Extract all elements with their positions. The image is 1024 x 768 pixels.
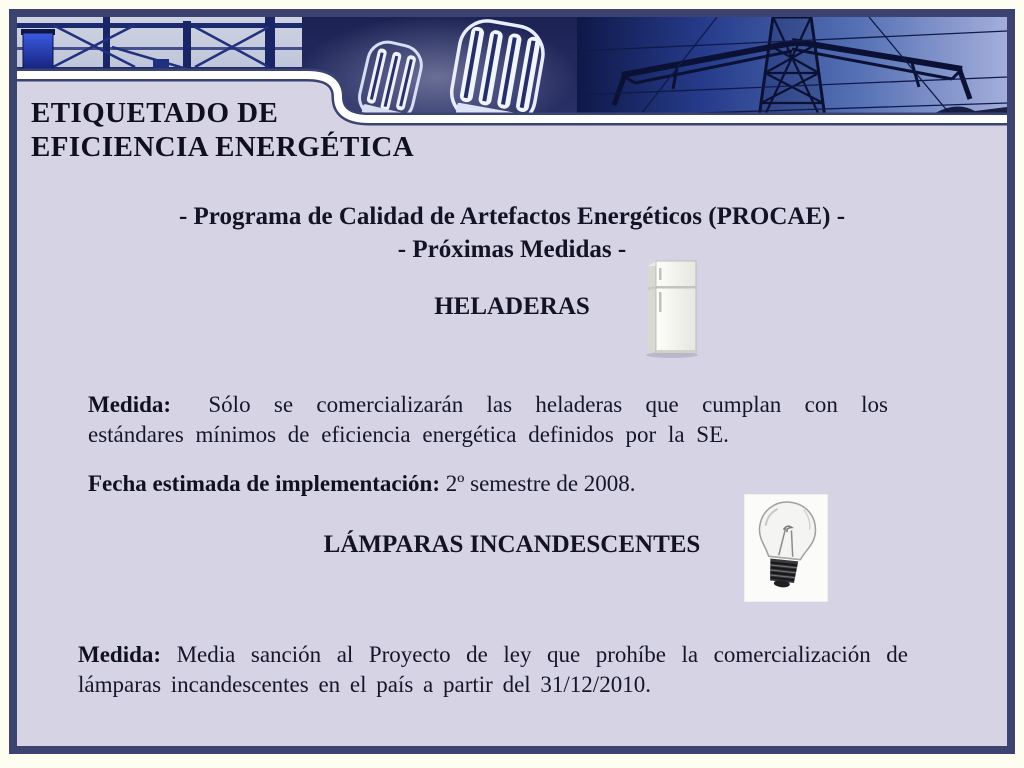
subtitle (17, 201, 1007, 266)
subtitle-line1: - Programa de Calidad de Artefactos Energéticos (PROCAE) - (178, 203, 846, 230)
heading-heladeras: HELADERAS (434, 293, 590, 320)
incandescent-bulb-photo (744, 494, 828, 602)
subtitle-line2: - Próximas Medidas - (397, 235, 627, 263)
fecha-text: 2º semestre de 2008. (439, 471, 636, 496)
heladeras-fecha-line (88, 471, 636, 497)
medida-label: Medida: (88, 392, 172, 417)
medida-text: Media sanción al Proyecto de ley que prohíbe la comercialización de lámparas incandescentes en el país a partir del 31/12/2010. (78, 642, 908, 697)
refrigerator-photo (632, 256, 712, 360)
heladeras-medida-paragraph (88, 390, 888, 450)
page-title-line2: EFICIENCIA ENERGÉTICA (31, 130, 415, 163)
heading-lamparas: LÁMPARAS INCANDESCENTES (323, 531, 701, 558)
page-title-line1: ETIQUETADO DE (31, 97, 279, 129)
decorative-frame (9, 9, 1015, 754)
page-title (31, 97, 414, 164)
fecha-label: Fecha estimada de implementación: (88, 471, 440, 496)
lamparas-medida-paragraph (78, 640, 908, 700)
medida-text: Sólo se comercializarán las heladeras que cumplan con los estándares mínimos de eficiencia energética definidos por la SE. (88, 392, 888, 447)
medida-label: Medida: (78, 642, 162, 667)
